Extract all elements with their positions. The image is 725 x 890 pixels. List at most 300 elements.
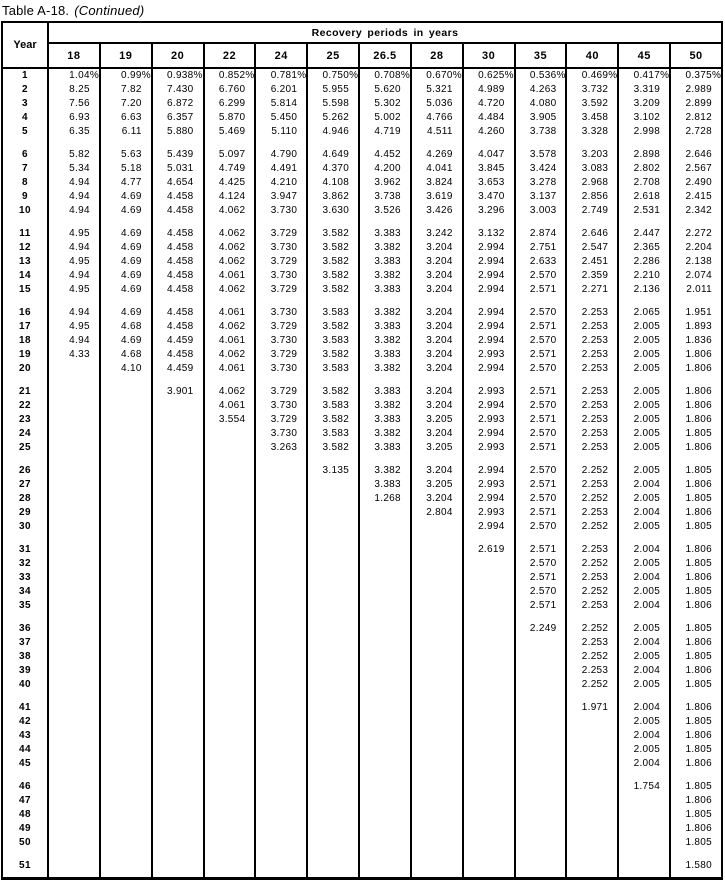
value-cell [359,743,411,757]
value-cell [100,664,152,678]
value-cell: 2.571 [515,385,567,399]
group-spacer-row [2,139,722,148]
value-cell [566,859,618,873]
value-cell [359,701,411,715]
year-cell: 16 [18,307,32,318]
value-cell: 2.994 [463,492,515,506]
value-cell [566,715,618,729]
table-row [2,97,722,111]
value-cell: 3.583 [307,362,359,376]
value-cell [255,520,307,534]
value-cell: 5.880 [152,125,204,139]
value-cell: 4.062 [204,241,256,255]
column-header-24: 24 [255,43,307,68]
value-cell: 4.790 [255,148,307,162]
table-row [2,306,722,320]
value-cell: 3.583 [307,334,359,348]
value-cell [48,715,100,729]
value-cell: 2.447 [618,227,670,241]
value-cell [359,636,411,650]
value-cell: 2.451 [566,255,618,269]
value-cell [204,757,256,771]
value-cell: 3.738 [359,190,411,204]
value-cell: 0.625% [463,68,515,83]
value-cell: 4.94 [48,176,100,190]
year-cell: 4 [21,112,29,123]
value-cell: 1.580 [670,859,722,873]
value-cell [359,729,411,743]
value-cell [255,664,307,678]
value-cell: 3.382 [359,334,411,348]
value-cell [100,464,152,478]
value-cell: 3.845 [463,162,515,176]
group-spacer-row [2,613,722,622]
value-cell: 3.278 [515,176,567,190]
value-cell: 1.806 [670,757,722,771]
value-cell: 5.620 [359,83,411,97]
table-row [2,701,722,715]
value-cell: 0.99% [100,68,152,83]
value-cell: 2.253 [566,427,618,441]
table-body [2,68,722,878]
value-cell: 4.94 [48,241,100,255]
year-cell: 32 [18,558,32,569]
value-cell [152,701,204,715]
value-cell [411,808,463,822]
value-cell: 2.874 [515,227,567,241]
recovery-periods-header: Recovery periods in years [48,22,722,43]
value-cell: 3.424 [515,162,567,176]
value-cell: 3.382 [359,241,411,255]
value-cell: 3.426 [411,204,463,218]
value-cell: 4.69 [100,204,152,218]
value-cell: 1.805 [670,427,722,441]
value-cell [566,822,618,836]
value-cell: 6.201 [255,83,307,97]
value-cell: 4.210 [255,176,307,190]
table-row [2,125,722,139]
value-cell: 1.806 [670,664,722,678]
value-cell [307,543,359,557]
year-column-header: Year [2,22,48,68]
value-cell [152,757,204,771]
value-cell [152,678,204,692]
value-cell: 3.582 [307,385,359,399]
year-cell: 46 [18,781,32,792]
value-cell [307,571,359,585]
value-cell [48,506,100,520]
value-cell [48,362,100,376]
value-cell [359,557,411,571]
value-cell [204,794,256,808]
value-cell [204,506,256,520]
value-cell: 3.730 [255,427,307,441]
value-cell: 4.062 [204,348,256,362]
value-cell: 2.571 [515,599,567,613]
value-cell: 7.20 [100,97,152,111]
value-cell [307,599,359,613]
value-cell: 4.77 [100,176,152,190]
value-cell: 3.382 [359,269,411,283]
table-row [2,441,722,455]
value-cell [359,715,411,729]
value-cell: 4.94 [48,269,100,283]
value-cell: 2.005 [618,715,670,729]
value-cell: 2.004 [618,571,670,585]
year-cell: 51 [18,860,32,871]
value-cell: 3.630 [307,204,359,218]
group-spacer-row [2,692,722,701]
value-cell [515,757,567,771]
value-cell: 5.955 [307,83,359,97]
value-cell: 4.68 [100,348,152,362]
value-cell [204,585,256,599]
value-cell: 2.571 [515,506,567,520]
value-cell: 0.938% [152,68,204,83]
value-cell: 4.749 [204,162,256,176]
value-cell: 2.253 [566,441,618,455]
value-cell: 4.458 [152,348,204,362]
value-cell: 4.69 [100,269,152,283]
value-cell [411,557,463,571]
value-cell: 2.993 [463,413,515,427]
value-cell [100,399,152,413]
value-cell [463,678,515,692]
value-cell: 3.382 [359,306,411,320]
value-cell [152,585,204,599]
value-cell: 6.357 [152,111,204,125]
value-cell: 3.583 [307,399,359,413]
value-cell: 4.260 [463,125,515,139]
value-cell [307,650,359,664]
value-cell [411,543,463,557]
year-cell: 34 [18,586,32,597]
table-row [2,715,722,729]
value-cell [463,636,515,650]
table-row [2,190,722,204]
value-cell [515,808,567,822]
value-cell [152,650,204,664]
year-cell: 2 [21,84,29,95]
value-cell: 2.253 [566,320,618,334]
value-cell [100,836,152,850]
value-cell: 3.209 [618,97,670,111]
value-cell [359,808,411,822]
value-cell [204,859,256,873]
value-cell [152,822,204,836]
value-cell: 3.554 [204,413,256,427]
value-cell: 0.536% [515,68,567,83]
value-cell [48,385,100,399]
value-cell: 2.004 [618,478,670,492]
value-cell: 4.458 [152,269,204,283]
value-cell: 1.806 [670,543,722,557]
value-cell: 5.63 [100,148,152,162]
value-cell: 2.252 [566,622,618,636]
value-cell: 2.342 [670,204,722,218]
value-cell: 2.004 [618,729,670,743]
year-cell: 40 [18,679,32,690]
value-cell [204,808,256,822]
value-cell [307,678,359,692]
value-cell: 1.805 [670,743,722,757]
value-cell: 3.242 [411,227,463,241]
value-cell [255,557,307,571]
value-cell [204,701,256,715]
value-cell [204,664,256,678]
value-cell [100,678,152,692]
column-header-50: 50 [670,43,722,68]
value-cell: 3.729 [255,413,307,427]
value-cell: 4.491 [255,162,307,176]
value-cell [463,599,515,613]
value-cell [307,859,359,873]
value-cell: 2.856 [566,190,618,204]
value-cell [359,622,411,636]
value-cell [255,822,307,836]
value-cell [463,715,515,729]
value-cell: 2.252 [566,557,618,571]
value-cell [48,822,100,836]
value-cell: 2.570 [515,557,567,571]
value-cell: 2.802 [618,162,670,176]
value-cell: 6.299 [204,97,256,111]
header-row-top [2,22,722,43]
table-row [2,283,722,297]
year-cell: 17 [18,321,32,332]
value-cell [411,715,463,729]
value-cell: 3.962 [359,176,411,190]
value-cell: 2.005 [618,413,670,427]
value-cell [152,622,204,636]
value-cell: 2.004 [618,701,670,715]
value-cell: 4.33 [48,348,100,362]
value-cell [152,780,204,794]
table-row [2,571,722,585]
value-cell: 4.124 [204,190,256,204]
value-cell [48,427,100,441]
value-cell: 4.062 [204,385,256,399]
table-row [2,822,722,836]
value-cell: 1.805 [670,585,722,599]
value-cell: 2.253 [566,636,618,650]
value-cell: 4.061 [204,334,256,348]
value-cell [100,701,152,715]
value-cell: 2.005 [618,348,670,362]
year-cell: 41 [18,702,32,713]
value-cell: 4.459 [152,362,204,376]
value-cell: 2.005 [618,320,670,334]
value-cell: 2.210 [618,269,670,283]
value-cell: 2.272 [670,227,722,241]
value-cell [463,664,515,678]
value-cell: 2.571 [515,543,567,557]
value-cell [100,478,152,492]
value-cell: 1.268 [359,492,411,506]
value-cell: 2.253 [566,348,618,362]
table-row [2,413,722,427]
value-cell: 2.253 [566,571,618,585]
value-cell [48,585,100,599]
value-cell: 3.730 [255,362,307,376]
value-cell: 2.005 [618,399,670,413]
value-cell: 5.262 [307,111,359,125]
table-row [2,227,722,241]
value-cell: 2.994 [463,334,515,348]
value-cell [152,506,204,520]
value-cell: 3.204 [411,255,463,269]
value-cell [48,664,100,678]
table-row [2,334,722,348]
value-cell [255,757,307,771]
value-cell [204,636,256,650]
value-cell: 2.570 [515,464,567,478]
value-cell [307,808,359,822]
value-cell [307,664,359,678]
group-spacer-row [2,873,722,878]
value-cell [204,678,256,692]
value-cell: 5.036 [411,97,463,111]
value-cell [307,701,359,715]
value-cell [152,599,204,613]
value-cell [48,678,100,692]
value-cell: 3.862 [307,190,359,204]
value-cell [152,399,204,413]
value-cell: 4.69 [100,334,152,348]
value-cell: 3.582 [307,227,359,241]
year-cell: 6 [21,149,29,160]
value-cell: 2.365 [618,241,670,255]
value-cell: 2.252 [566,492,618,506]
value-cell: 2.005 [618,334,670,348]
value-cell [359,543,411,557]
value-cell: 5.82 [48,148,100,162]
value-cell: 3.205 [411,441,463,455]
value-cell [411,757,463,771]
depreciation-rate-table [1,21,723,880]
value-cell: 4.458 [152,190,204,204]
value-cell: 2.570 [515,585,567,599]
value-cell: 2.204 [670,241,722,255]
value-cell: 2.253 [566,385,618,399]
value-cell: 2.271 [566,283,618,297]
value-cell [100,520,152,534]
value-cell [463,729,515,743]
value-cell: 3.578 [515,148,567,162]
value-cell [566,794,618,808]
value-cell [618,859,670,873]
value-cell: 2.286 [618,255,670,269]
value-cell [307,557,359,571]
value-cell: 2.570 [515,427,567,441]
value-cell: 2.994 [463,520,515,534]
value-cell [152,859,204,873]
value-cell: 2.252 [566,520,618,534]
value-cell [618,794,670,808]
year-cell: 30 [18,521,32,532]
value-cell: 2.571 [515,478,567,492]
value-cell [204,557,256,571]
value-cell: 3.135 [307,464,359,478]
value-cell [411,780,463,794]
value-cell: 2.570 [515,269,567,283]
value-cell: 0.750% [307,68,359,83]
value-cell: 3.203 [566,148,618,162]
value-cell: 2.253 [566,543,618,557]
table-row [2,557,722,571]
value-cell [307,478,359,492]
value-cell: 1.754 [618,780,670,794]
value-cell: 3.382 [359,362,411,376]
year-cell: 37 [18,637,32,648]
value-cell: 2.249 [515,622,567,636]
value-cell [100,441,152,455]
year-cell: 36 [18,623,32,634]
table-row [2,729,722,743]
value-cell [48,557,100,571]
value-cell: 4.719 [359,125,411,139]
value-cell: 3.729 [255,283,307,297]
group-spacer-row [2,455,722,464]
table-row [2,859,722,873]
value-cell: 2.005 [618,622,670,636]
value-cell: 3.653 [463,176,515,190]
value-cell [204,729,256,743]
table-row [2,399,722,413]
value-cell: 2.138 [670,255,722,269]
value-cell [411,743,463,757]
value-cell [411,794,463,808]
value-cell: 3.204 [411,320,463,334]
value-cell: 2.531 [618,204,670,218]
value-cell: 1.805 [670,492,722,506]
year-cell: 49 [18,823,32,834]
value-cell [48,743,100,757]
value-cell [100,543,152,557]
column-header-28: 28 [411,43,463,68]
value-cell: 2.994 [463,399,515,413]
value-cell: 3.383 [359,385,411,399]
value-cell: 2.968 [566,176,618,190]
value-cell [204,780,256,794]
value-cell: 3.205 [411,413,463,427]
column-header-26.5: 26.5 [359,43,411,68]
value-cell: 3.905 [515,111,567,125]
value-cell: 3.102 [618,111,670,125]
value-cell [307,520,359,534]
value-cell [204,441,256,455]
year-cell: 26 [18,465,32,476]
value-cell [204,427,256,441]
value-cell: 1.806 [670,701,722,715]
value-cell [255,715,307,729]
value-cell [255,650,307,664]
value-cell: 4.458 [152,241,204,255]
year-cell: 9 [21,191,29,202]
value-cell: 2.004 [618,664,670,678]
value-cell: 3.582 [307,283,359,297]
value-cell [359,794,411,808]
value-cell: 7.430 [152,83,204,97]
table-row [2,836,722,850]
value-cell: 5.002 [359,111,411,125]
value-cell [307,492,359,506]
table-row [2,780,722,794]
value-cell: 3.729 [255,320,307,334]
value-cell: 2.570 [515,306,567,320]
value-cell: 4.458 [152,227,204,241]
table-row [2,320,722,334]
